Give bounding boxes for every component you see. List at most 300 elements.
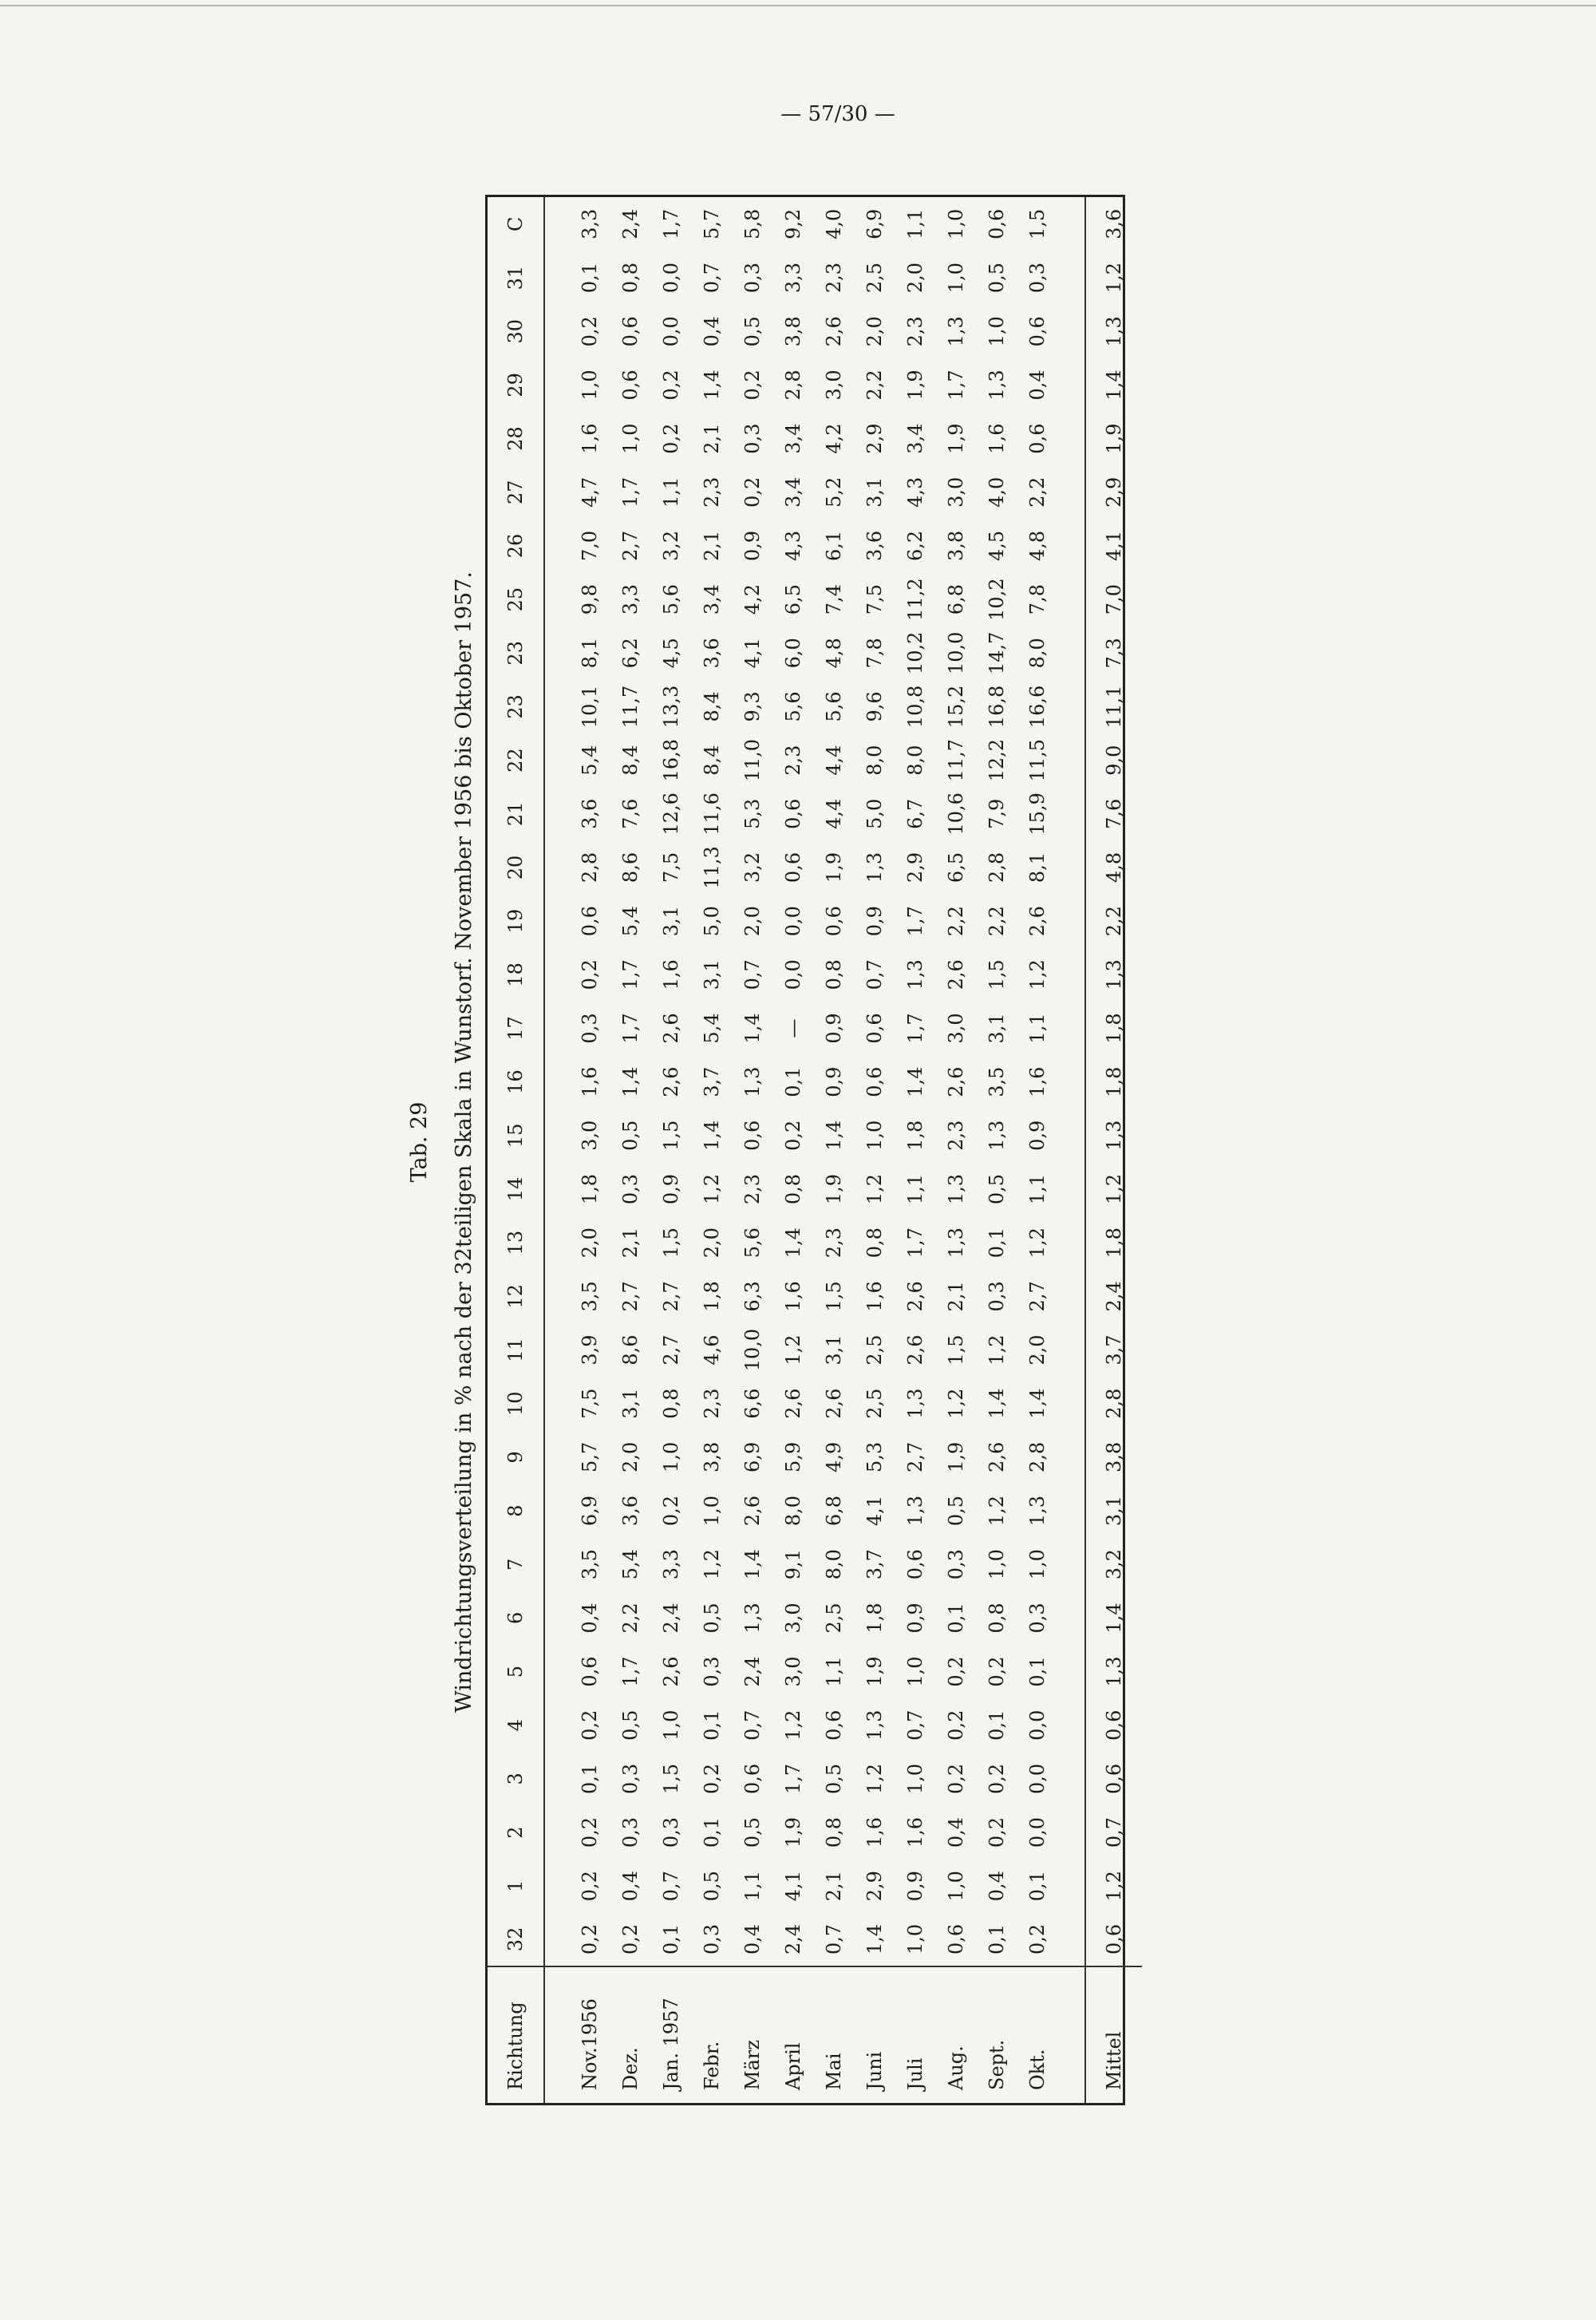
table-cell: 0,1 <box>985 1709 1008 1741</box>
table-cell: 0,4 <box>578 1603 601 1634</box>
table-row <box>935 197 976 2103</box>
table-cell: 0,4 <box>944 1816 967 1848</box>
column-header: 14 <box>488 1162 544 1215</box>
table-title: Windrichtungsverteilung in % nach der 32teiligen Skala in Wunstorf. November 1956 bis Oktober 1957. <box>452 571 476 1713</box>
table-cell: 2,0 <box>1025 1334 1049 1366</box>
column-header: 27 <box>488 465 544 519</box>
table-cell: 0,4 <box>985 1871 1008 1902</box>
table-cell: 9,3 <box>741 691 764 722</box>
table-cell: 1,3 <box>903 1495 926 1527</box>
table-cell: 1,6 <box>781 1281 804 1312</box>
table-cell: 1,2 <box>985 1495 1008 1527</box>
table-cell: 3,5 <box>578 1549 601 1580</box>
column-header: 19 <box>488 895 544 948</box>
table-cell: 7,8 <box>863 638 886 669</box>
table-cell: 0,7 <box>741 959 764 990</box>
table-cell: 4,1 <box>741 638 764 669</box>
table-cell: 8,0 <box>822 1549 845 1580</box>
table-cell: 0,8 <box>863 1227 886 1259</box>
table-cell: 1,9 <box>903 370 926 401</box>
table-cell: 1,4 <box>741 1549 764 1580</box>
column-header: 3 <box>488 1752 544 1805</box>
table-cell: 0,6 <box>781 852 804 883</box>
table-cell: 8,0 <box>863 745 886 776</box>
row-label: Mai <box>813 1966 854 2103</box>
table-cell: 0,2 <box>578 316 601 347</box>
table-cell: 0,2 <box>578 959 601 990</box>
table-cell: 1,6 <box>863 1816 886 1848</box>
table-cell: 0,2 <box>741 476 764 508</box>
table-cell: 4,5 <box>985 530 1008 562</box>
table-cell: 0,0 <box>659 263 682 294</box>
table-row <box>895 197 935 2103</box>
table-cell: 9,8 <box>578 584 601 615</box>
mean-cell: 7,6 <box>1103 798 1125 829</box>
table-cell: 6,7 <box>903 798 926 829</box>
table-cell: 0,2 <box>618 1923 642 1954</box>
table-cell: 5,4 <box>618 1549 642 1580</box>
table-cell: 13,3 <box>659 685 682 729</box>
table-cell: 0,2 <box>781 1120 804 1151</box>
table-cell: 0,2 <box>985 1763 1008 1794</box>
table-cell: 0,9 <box>822 1013 845 1044</box>
column-header: 1 <box>488 1860 544 1913</box>
table-cell: 3,4 <box>903 423 926 454</box>
table-cell: 11,0 <box>741 738 764 782</box>
table-cell: 1,7 <box>618 959 642 990</box>
table-cell: 2,3 <box>822 263 845 294</box>
table-cell: 0,7 <box>822 1923 845 1954</box>
column-header: 17 <box>488 1002 544 1055</box>
table-cell: 0,5 <box>700 1871 723 1902</box>
table-cell: 0,6 <box>578 1656 601 1687</box>
table-cell: 5,4 <box>618 906 642 937</box>
table-cell: 7,5 <box>578 1388 601 1419</box>
table-cell: 0,7 <box>659 1871 682 1902</box>
table-cell: 0,2 <box>578 1871 601 1902</box>
table-cell: 1,8 <box>903 1120 926 1151</box>
mean-cell: 1,9 <box>1103 423 1125 454</box>
mean-cell: 1,8 <box>1103 1013 1125 1044</box>
column-header: 25 <box>488 573 544 626</box>
table-cell: 1,0 <box>659 1441 682 1472</box>
table-cell: 8,4 <box>618 745 642 776</box>
table-cell: 1,0 <box>1025 1549 1049 1580</box>
table-cell: 2,2 <box>985 906 1008 937</box>
table-cell: 2,6 <box>781 1388 804 1419</box>
mean-label: Mittel <box>1085 1966 1142 2103</box>
table-cell: 0,6 <box>944 1923 967 1954</box>
column-header: 22 <box>488 733 544 787</box>
column-header: 11 <box>488 1323 544 1377</box>
table-cell: 6,0 <box>781 638 804 669</box>
mean-cell: 2,4 <box>1103 1281 1125 1312</box>
table-cell: 3,4 <box>781 423 804 454</box>
row-label: Juli <box>895 1966 935 2103</box>
table-cell: 12,2 <box>985 738 1008 782</box>
table-cell: 3,3 <box>578 208 601 239</box>
table-cell: 1,7 <box>903 906 926 937</box>
table-cell: 2,0 <box>618 1441 642 1472</box>
table-cell: 10,0 <box>944 631 967 675</box>
table-cell: 1,4 <box>781 1227 804 1259</box>
table-cell: 0,9 <box>659 1173 682 1205</box>
table-cell: 0,5 <box>618 1120 642 1151</box>
table-cell: 1,0 <box>944 208 967 239</box>
table-cell: 3,6 <box>578 798 601 829</box>
table-cell: 2,4 <box>781 1923 804 1954</box>
table-cell: 4,0 <box>822 208 845 239</box>
table-cell: 2,2 <box>1025 476 1049 508</box>
table-cell: 3,8 <box>944 530 967 562</box>
table-cell: 3,6 <box>618 1495 642 1527</box>
table-cell: 2,6 <box>822 316 845 347</box>
table-cell: 11,2 <box>903 578 926 621</box>
mean-cell: 3,2 <box>1103 1549 1125 1580</box>
table-cell: 0,5 <box>741 1816 764 1848</box>
table-cell: 0,2 <box>578 1709 601 1741</box>
table-cell: 1,0 <box>944 1871 967 1902</box>
table-cell: 0,2 <box>659 370 682 401</box>
table-cell: 2,5 <box>863 1388 886 1419</box>
table-cell: 0,1 <box>1025 1871 1049 1902</box>
table-cell: 10,0 <box>741 1328 764 1372</box>
table-cell: 0,6 <box>618 316 642 347</box>
table-cell: 1,3 <box>944 316 967 347</box>
mean-cell: 1,3 <box>1103 959 1125 990</box>
table-cell: 1,3 <box>741 1066 764 1097</box>
table-cell: 3,5 <box>985 1066 1008 1097</box>
table-cell: 0,6 <box>822 906 845 937</box>
table-cell: 9,2 <box>781 208 804 239</box>
table-cell: 2,3 <box>822 1227 845 1259</box>
column-header: 8 <box>488 1484 544 1537</box>
column-header: 26 <box>488 519 544 572</box>
table-cell: 3,0 <box>822 370 845 401</box>
table-cell: 2,2 <box>863 370 886 401</box>
table-cell: 1,1 <box>741 1871 764 1902</box>
table-cell: 0,1 <box>700 1816 723 1848</box>
table-cell: 4,1 <box>781 1871 804 1902</box>
mean-cell: 1,8 <box>1103 1227 1125 1259</box>
table-cell: 0,4 <box>741 1923 764 1954</box>
mean-cell: 7,3 <box>1103 638 1125 669</box>
table-cell: 0,1 <box>700 1709 723 1741</box>
column-header: 2 <box>488 1805 544 1859</box>
table-cell: 1,4 <box>1025 1388 1049 1419</box>
table-cell: 1,1 <box>903 1173 926 1205</box>
table-cell: 1,1 <box>903 208 926 239</box>
table-cell: 0,8 <box>618 263 642 294</box>
table-cell: 0,1 <box>659 1923 682 1954</box>
table-cell: 11,3 <box>700 846 723 889</box>
table-cell: 6,1 <box>822 530 845 562</box>
column-header: 4 <box>488 1698 544 1752</box>
table-cell: 1,5 <box>1025 208 1049 239</box>
table-cell: 1,3 <box>944 1227 967 1259</box>
table-cell: 1,9 <box>944 1441 967 1472</box>
table-cell: 16,8 <box>985 685 1008 729</box>
table-cell: 15,2 <box>944 685 967 729</box>
table-cell: 0,6 <box>578 906 601 937</box>
table-cell: 16,6 <box>1025 685 1049 729</box>
mean-cell: 0,6 <box>1103 1923 1125 1954</box>
table-cell: 1,3 <box>863 852 886 883</box>
table-cell: 5,8 <box>741 208 764 239</box>
row-label: Aug. <box>935 1966 976 2103</box>
table-cell: 1,9 <box>822 852 845 883</box>
table-cell: 6,2 <box>618 638 642 669</box>
table-cell: 1,8 <box>863 1603 886 1634</box>
table-cell: 2,6 <box>903 1281 926 1312</box>
table-cell: 9,1 <box>781 1549 804 1580</box>
table-cell: 2,1 <box>618 1227 642 1259</box>
table-cell: 0,5 <box>944 1495 967 1527</box>
table-cell: 1,2 <box>1025 959 1049 990</box>
table-cell: 0,6 <box>985 208 1008 239</box>
mean-cell: 1,3 <box>1103 316 1125 347</box>
table-cell: 0,2 <box>944 1656 967 1687</box>
table-cell: 6,8 <box>822 1495 845 1527</box>
row-label: Juni <box>854 1966 895 2103</box>
column-header: 6 <box>488 1591 544 1645</box>
mean-cell: 1,3 <box>1103 1120 1125 1151</box>
table-cell: 1,8 <box>578 1173 601 1205</box>
table-cell: 3,0 <box>781 1656 804 1687</box>
table-cell: 0,2 <box>1025 1923 1049 1954</box>
table-row <box>569 197 610 2103</box>
table-cell: 1,2 <box>863 1173 886 1205</box>
table-cell: 0,6 <box>781 798 804 829</box>
table-cell: 1,4 <box>700 1120 723 1151</box>
table-cell: 3,0 <box>578 1120 601 1151</box>
table-cell: 2,3 <box>700 476 723 508</box>
table-cell: 3,2 <box>659 530 682 562</box>
table-cell: 2,7 <box>618 530 642 562</box>
table-cell: 1,6 <box>985 423 1008 454</box>
column-header: 30 <box>488 305 544 358</box>
rotated-table-block <box>407 179 1132 2105</box>
table-cell: 0,2 <box>985 1816 1008 1848</box>
table-cell: 0,0 <box>781 959 804 990</box>
table-row <box>732 197 772 2103</box>
table-cell: 0,2 <box>659 1495 682 1527</box>
table-cell: 1,6 <box>1025 1066 1049 1097</box>
table-cell: 0,2 <box>944 1709 967 1741</box>
table-cell: 1,4 <box>903 1066 926 1097</box>
table-cell: 1,1 <box>1025 1173 1049 1205</box>
table-cell: 2,5 <box>863 1334 886 1366</box>
table-cell: 8,4 <box>700 745 723 776</box>
table-cell: 2,8 <box>985 852 1008 883</box>
row-label: März <box>732 1966 772 2103</box>
table-cell: 0,5 <box>822 1763 845 1794</box>
table-cell: 2,9 <box>863 423 886 454</box>
table-cell: 3,2 <box>741 852 764 883</box>
table-cell: 0,1 <box>985 1227 1008 1259</box>
table-cell: 1,5 <box>985 959 1008 990</box>
table-cell: 1,6 <box>659 959 682 990</box>
table-cell: 0,1 <box>985 1923 1008 1954</box>
table-cell: 2,8 <box>578 852 601 883</box>
column-header: 28 <box>488 412 544 465</box>
table-cell: 2,6 <box>659 1013 682 1044</box>
table-cell: 10,1 <box>578 685 601 729</box>
table-cell: 4,4 <box>822 745 845 776</box>
table-cell: 7,5 <box>863 584 886 615</box>
table-cell: 3,1 <box>822 1334 845 1366</box>
mean-cell: 0,7 <box>1103 1816 1125 1848</box>
table-cell: 2,6 <box>659 1656 682 1687</box>
table-cell: 3,9 <box>578 1334 601 1366</box>
spacer-row <box>1057 197 1085 2103</box>
table-cell: 1,2 <box>700 1549 723 1580</box>
table-cell: 1,3 <box>1025 1495 1049 1527</box>
table-cell: 3,1 <box>863 476 886 508</box>
table-cell: 0,9 <box>903 1871 926 1902</box>
column-header: 5 <box>488 1645 544 1698</box>
table-cell: 10,8 <box>903 685 926 729</box>
table-cell: 1,9 <box>863 1656 886 1687</box>
table-cell: 0,6 <box>863 1066 886 1097</box>
table-cell: 6,5 <box>781 584 804 615</box>
table-cell: 6,6 <box>741 1388 764 1419</box>
table-cell: 1,5 <box>659 1120 682 1151</box>
mean-cell: 1,3 <box>1103 1656 1125 1687</box>
table-row <box>813 197 854 2103</box>
table-cell: 2,0 <box>741 906 764 937</box>
mean-cell: 2,8 <box>1103 1388 1125 1419</box>
table-cell: 0,2 <box>985 1656 1008 1687</box>
table-row <box>772 197 813 2103</box>
table-cell: 3,1 <box>659 906 682 937</box>
table-cell: 3,7 <box>863 1549 886 1580</box>
table-cell: 1,0 <box>985 316 1008 347</box>
column-header: C <box>488 197 544 251</box>
table-cell: 0,3 <box>618 1816 642 1848</box>
table-cell: 4,6 <box>700 1334 723 1366</box>
table-cell: 1,3 <box>863 1709 886 1741</box>
table-cell: 4,8 <box>1025 530 1049 562</box>
table-cell: 0,3 <box>741 263 764 294</box>
table-cell: 2,6 <box>1025 906 1049 937</box>
table-cell: 1,2 <box>781 1709 804 1741</box>
table-cell: 2,1 <box>700 423 723 454</box>
table-cell: 1,0 <box>863 1120 886 1151</box>
table-cell: 8,1 <box>1025 852 1049 883</box>
table-cell: 1,2 <box>944 1388 967 1419</box>
table-cell: 0,0 <box>1025 1763 1049 1794</box>
table-cell: 3,6 <box>700 638 723 669</box>
table-row <box>854 197 895 2103</box>
table-cell: 0,3 <box>659 1816 682 1848</box>
table-cell: 2,7 <box>1025 1281 1049 1312</box>
table-cell: 1,0 <box>903 1656 926 1687</box>
table-cell: 0,5 <box>985 263 1008 294</box>
table-cell: 2,2 <box>618 1603 642 1634</box>
table-cell: 5,3 <box>863 1441 886 1472</box>
table-cell: 6,9 <box>741 1441 764 1472</box>
table-cell: 0,0 <box>1025 1709 1049 1741</box>
table-cell: 5,4 <box>700 1013 723 1044</box>
table-cell: 7,5 <box>659 852 682 883</box>
table-cell: 1,3 <box>741 1603 764 1634</box>
table-cell: 1,1 <box>822 1656 845 1687</box>
table-cell: 5,0 <box>863 798 886 829</box>
column-header: 23 <box>488 626 544 680</box>
table-cell: 2,7 <box>659 1334 682 1366</box>
table-cell: 8,0 <box>781 1495 804 1527</box>
table-cell: 8,4 <box>700 691 723 722</box>
column-header: 20 <box>488 840 544 894</box>
mean-cell: 1,8 <box>1103 1066 1125 1097</box>
table-cell: 0,3 <box>741 423 764 454</box>
table-cell: 1,0 <box>618 423 642 454</box>
row-label: Okt. <box>1017 1966 1057 2103</box>
table-cell: 8,1 <box>578 638 601 669</box>
column-header: 23 <box>488 680 544 733</box>
table-cell: 0,3 <box>700 1656 723 1687</box>
row-label: Febr. <box>691 1966 732 2103</box>
table-cell: 10,6 <box>944 792 967 836</box>
column-header: 29 <box>488 358 544 412</box>
table-cell: 1,9 <box>944 423 967 454</box>
table-cell: 3,8 <box>781 316 804 347</box>
table-cell: 0,3 <box>1025 263 1049 294</box>
table-cell: 1,7 <box>659 208 682 239</box>
table-cell: 0,6 <box>822 1709 845 1741</box>
row-label: April <box>772 1966 813 2103</box>
table-cell: 0,9 <box>741 530 764 562</box>
table-cell: 2,3 <box>944 1120 967 1151</box>
corner-header: Richtung <box>488 1966 544 2103</box>
table-cell: 2,6 <box>659 1066 682 1097</box>
table-cell: 1,5 <box>822 1281 845 1312</box>
wind-direction-table <box>488 197 1142 2103</box>
table-cell: 10,2 <box>903 631 926 675</box>
page-number: — 57/30 — <box>780 102 895 126</box>
table-cell: 2,5 <box>863 263 886 294</box>
table-cell: 3,0 <box>781 1603 804 1634</box>
mean-cell: 4,8 <box>1103 852 1125 883</box>
column-header: 31 <box>488 251 544 305</box>
table-cell: 2,4 <box>659 1603 682 1634</box>
table-cell: 1,4 <box>985 1388 1008 1419</box>
table-cell: 5,6 <box>659 584 682 615</box>
table-cell: 5,3 <box>741 798 764 829</box>
row-label: Jan. 1957 <box>650 1966 691 2103</box>
table-cell: 1,6 <box>863 1281 886 1312</box>
table-cell: 4,3 <box>781 530 804 562</box>
table-cell: 0,3 <box>618 1173 642 1205</box>
table-cell: 0,6 <box>1025 423 1049 454</box>
table-cell: 0,9 <box>863 906 886 937</box>
row-label: Dez. <box>610 1966 650 2103</box>
page-top-rule <box>0 5 1596 6</box>
table-cell: 0,6 <box>618 370 642 401</box>
table-row <box>650 197 691 2103</box>
table-cell: 4,2 <box>741 584 764 615</box>
table-label: Tab. 29 <box>407 1101 432 1183</box>
table-cell: 0,7 <box>903 1709 926 1741</box>
table-cell: 2,7 <box>618 1281 642 1312</box>
table-cell: 0,3 <box>700 1923 723 1954</box>
table-cell: 0,4 <box>1025 370 1049 401</box>
table-cell: 6,3 <box>741 1281 764 1312</box>
table-cell: 16,8 <box>659 738 682 782</box>
mean-cell: 1,4 <box>1103 370 1125 401</box>
table-cell: 0,2 <box>578 1816 601 1848</box>
